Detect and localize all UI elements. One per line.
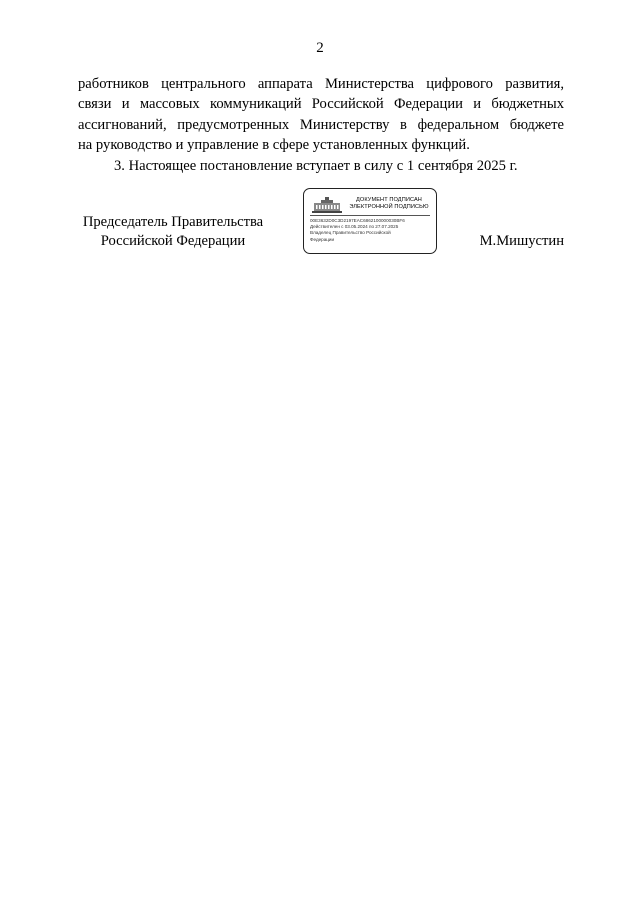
stamp-validity: Действителен с 03.05.2024 по 27.07.2025 bbox=[310, 224, 399, 230]
electronic-signature-stamp bbox=[303, 188, 437, 254]
stamp-heading bbox=[344, 197, 434, 211]
signer-position-line: Российской Федерации bbox=[100, 233, 246, 249]
signer-position-line: Председатель Правительства bbox=[82, 214, 264, 230]
stamp-heading-line: ДОКУМЕНТ ПОДПИСАН bbox=[356, 197, 422, 203]
stamp-certificate: 00E3632D0C3D2197EAC6862100000030BF6 bbox=[310, 218, 405, 223]
signer-name: М.Мишустин bbox=[479, 233, 564, 249]
government-building-icon bbox=[312, 196, 342, 214]
stamp-owner: Владелец Правительство Российской bbox=[310, 230, 391, 236]
stamp-divider bbox=[310, 215, 430, 216]
stamp-details bbox=[310, 218, 434, 243]
paragraph-line: связи и массовых коммуникаций Российской Федерации и бюджетных bbox=[78, 96, 564, 113]
stamp-heading-line: ЭЛЕКТРОННОЙ ПОДПИСЬЮ bbox=[349, 204, 429, 210]
document-body bbox=[78, 74, 564, 176]
page-number: 2 bbox=[316, 40, 324, 56]
signer-position bbox=[78, 213, 268, 251]
paragraph-line: работников центрального аппарата Министерства цифрового развития, bbox=[78, 76, 564, 92]
paragraph-line: ассигнований, предусмотренных Министерству в федеральном бюджете bbox=[78, 116, 564, 133]
paragraph-continued bbox=[78, 74, 564, 156]
paragraph-line: на руководство и управление в сфере установленных функций. bbox=[78, 137, 470, 154]
stamp-owner: Федерации bbox=[310, 236, 335, 242]
paragraph-3-effective-date: 3. Настоящее постановление вступает в силу с 1 сентября 2025 г. bbox=[114, 157, 518, 174]
